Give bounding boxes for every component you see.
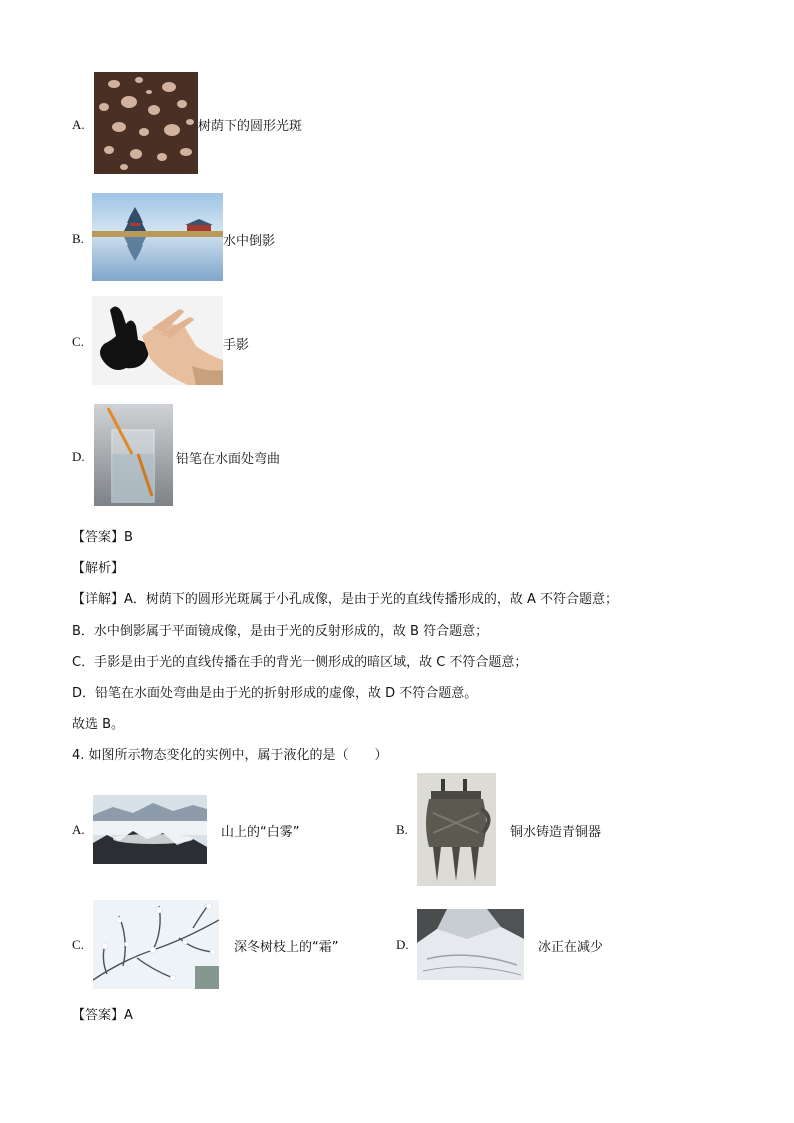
option-caption-c: 手影 bbox=[223, 338, 250, 353]
glacier-image bbox=[417, 909, 524, 980]
explanation-line-4: D．铅笔在水面处弯曲是由于光的折射形成的虚像，故 D 不符合题意。 bbox=[72, 686, 478, 701]
option-letter-c: C. bbox=[72, 334, 84, 349]
q4-option-caption-a: 山上的“白雾” bbox=[221, 825, 300, 840]
q4-option-letter-a: A. bbox=[72, 822, 85, 837]
analysis-heading: 【解析】 bbox=[72, 561, 125, 576]
option-letter-b: B. bbox=[72, 231, 84, 246]
sunlight-spots-image bbox=[94, 72, 198, 174]
explanation-conclusion: 故选 B。 bbox=[72, 717, 125, 732]
explanation-line-2: B．水中倒影属于平面镜成像，是由于光的反射形成的，故 B 符合题意； bbox=[72, 624, 489, 639]
q4-option-caption-b: 铜水铸造青铜器 bbox=[510, 825, 602, 840]
option-letter-d: D. bbox=[72, 449, 85, 464]
q4-option-letter-c: C. bbox=[72, 937, 84, 952]
hand-shadow-image bbox=[92, 296, 223, 385]
mountain-fog-image bbox=[93, 795, 207, 864]
option-caption-a: 树荫下的圆形光斑 bbox=[198, 119, 303, 134]
explanation-line-3: C．手影是由于光的直线传播在手的背光一侧形成的暗区域，故 C 不符合题意； bbox=[72, 655, 528, 670]
q4-option-caption-c: 深冬树枝上的“霜” bbox=[234, 940, 339, 955]
option-caption-d: 铅笔在水面处弯曲 bbox=[176, 452, 281, 467]
option-caption-b: 水中倒影 bbox=[223, 234, 276, 249]
q4-option-letter-b: B. bbox=[396, 822, 408, 837]
explanation-line-1: 【详解】A．树荫下的圆形光斑属于小孔成像，是由于光的直线传播形成的，故 A 不符合题意； bbox=[72, 592, 619, 607]
answer-q3: 【答案】B bbox=[72, 530, 133, 545]
question-4-stem: 4. 如图所示物态变化的实例中，属于液化的是（ ） bbox=[72, 748, 388, 763]
option-letter-a: A. bbox=[72, 117, 85, 132]
temple-reflection-image bbox=[92, 193, 223, 281]
bronze-vessel-image bbox=[417, 773, 496, 886]
q4-option-letter-d: D. bbox=[396, 937, 409, 952]
q4-option-caption-d: 冰正在减少 bbox=[538, 940, 604, 955]
pencil-in-water-image bbox=[94, 404, 173, 506]
frost-branches-image bbox=[93, 900, 219, 989]
answer-q4: 【答案】A bbox=[72, 1008, 133, 1023]
